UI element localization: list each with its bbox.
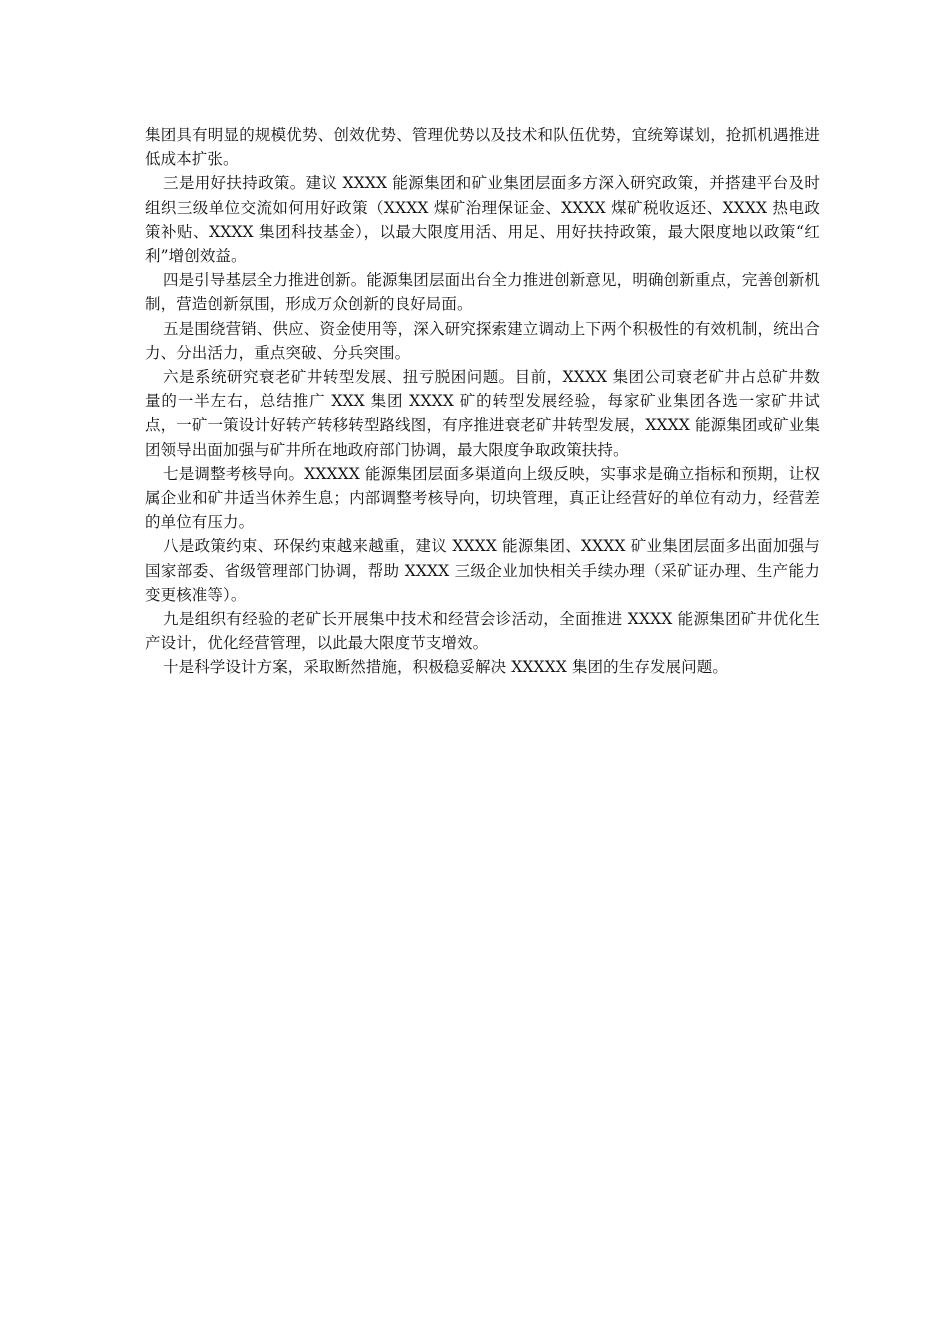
paragraph-item-8: 八是政策约束、环保约束越来越重，建议 XXXX 能源集团、XXXX 矿业集团层面多出面加强与国家部委、省级管理部门协调，帮助 XXXX 三级企业加快相关手续办理（采矿证办理、生产能力变更核准等）。	[145, 537, 820, 604]
paragraph-item-9: 九是组织有经验的老矿长开展集中技术和经营会诊活动，全面推进 XXXX 能源集团矿井优化生产设计，优化经营管理，以此最大限度节支增效。	[145, 610, 820, 653]
paragraph-item-5: 五是围绕营销、供应、资金使用等，深入研究探索建立调动上下两个积极性的有效机制，统出合力、分出活力，重点突破、分兵突围。	[145, 319, 820, 362]
paragraph-item-3: 三是用好扶持政策。建议 XXXX 能源集团和矿业集团层面多方深入研究政策，并搭建平台及时组织三级单位交流如何用好政策（XXXX 煤矿治理保证金、XXXX 煤矿税收返还、XXXX 热电政策补贴、XXXX 集团科技基金），以最大限度用活、用足、用好扶持政策，最大限度地以政策“红利”增创效益。	[145, 174, 820, 266]
paragraph-item-6: 六是系统研究衰老矿井转型发展、扭亏脱困问题。目前，XXXX 集团公司衰老矿井占总矿井数量的一半左右，总结推广 XXX 集团 XXXX 矿的转型发展经验，每家矿业集团各选一家矿井试点，一矿一策设计好转产转移转型路线图，有序推进衰老矿井转型发展，XXXX 能源集团或矿业集团领导出面加强与矿井所在地政府部门协调，最大限度争取政策扶持。	[145, 368, 820, 459]
paragraph-item-10: 十是科学设计方案，采取断然措施，积极稳妥解决 XXXXX 集团的生存发展问题。	[163, 658, 728, 677]
paragraph-item-4: 四是引导基层全力推进创新。能源集团层面出台全力推进创新意见，明确创新重点，完善创新机制，营造创新氛围，形成万众创新的良好局面。	[145, 271, 820, 314]
paragraph-item-7: 七是调整考核导向。XXXXX 能源集团层面多渠道向上级反映，实事求是确立指标和预期，让权属企业和矿井适当休养生息；内部调整考核导向，切块管理，真正让经营好的单位有动力，经营差的单位有压力。	[145, 464, 820, 532]
document-body	[145, 123, 820, 680]
paragraph-continuation: 集团具有明显的规模优势、创效优势、管理优势以及技术和队伍优势，宜统筹谋划，抢抓机遇推进低成本扩张。	[145, 126, 820, 169]
